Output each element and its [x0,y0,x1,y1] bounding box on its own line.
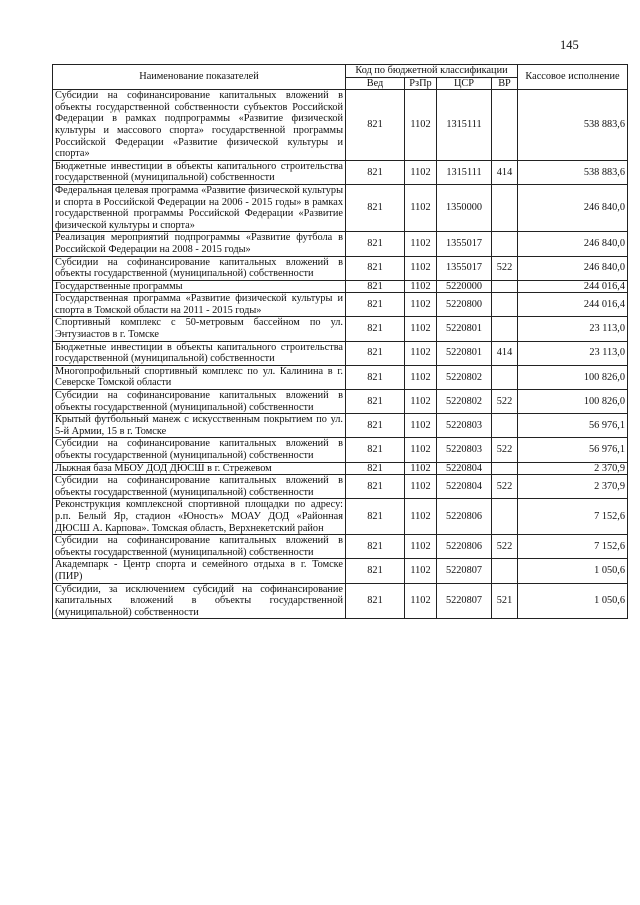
row-rzpr: 1102 [405,256,437,280]
row-csr: 5220806 [437,535,492,559]
row-csr: 5220803 [437,414,492,438]
row-ved: 821 [346,499,405,535]
row-csr: 1350000 [437,184,492,231]
row-name: Реконструкция комплексной спортивной площадки по адресу: р.п. Белый Яр, стадион «Юность» МОАУ ДОД «Районная ДЮСШ А. Карпова». Томская область, Верхнекетский район [53,499,346,535]
row-csr: 5220802 [437,365,492,389]
row-name: Субсидии на софинансирование капитальных вложений в объекты государственной (муниципальной) собственности [53,390,346,414]
row-amount: 56 976,1 [518,414,628,438]
header-amount: Кассовое исполнение [518,65,628,90]
row-vr [492,232,518,256]
row-csr: 5220806 [437,499,492,535]
header-csr: ЦСР [437,77,492,90]
row-amount: 244 016,4 [518,293,628,317]
row-rzpr: 1102 [405,293,437,317]
table-row [53,462,628,475]
row-vr: 522 [492,535,518,559]
row-csr: 5220807 [437,583,492,619]
row-ved: 821 [346,90,405,161]
row-rzpr: 1102 [405,160,437,184]
row-ved: 821 [346,462,405,475]
row-vr: 414 [492,341,518,365]
row-vr: 522 [492,390,518,414]
row-name: Субсидии на софинансирование капитальных вложений в объекты государственной (муниципальной) собственности [53,535,346,559]
row-rzpr: 1102 [405,438,437,462]
row-csr: 5220800 [437,293,492,317]
row-csr: 5220000 [437,280,492,293]
row-amount: 244 016,4 [518,280,628,293]
table-row [53,365,628,389]
row-ved: 821 [346,414,405,438]
row-name: Лыжная база МБОУ ДОД ДЮСШ в г. Стрежевом [53,462,346,475]
row-ved: 821 [346,559,405,583]
row-ved: 821 [346,293,405,317]
table-row [53,317,628,341]
row-csr: 1355017 [437,256,492,280]
table-row [53,535,628,559]
table-row [53,559,628,583]
row-ved: 821 [346,160,405,184]
row-rzpr: 1102 [405,499,437,535]
row-name: Субсидии, за исключением субсидий на софинансирование капитальных вложений в объекты государственной (муниципальной) собственности [53,583,346,619]
table-row [53,160,628,184]
row-csr: 5220803 [437,438,492,462]
row-name: Многопрофильный спортивный комплекс по ул. Калинина в г. Северске Томской области [53,365,346,389]
row-csr: 5220804 [437,462,492,475]
row-rzpr: 1102 [405,414,437,438]
row-vr [492,462,518,475]
row-ved: 821 [346,317,405,341]
row-name: Государственные программы [53,280,346,293]
row-rzpr: 1102 [405,317,437,341]
row-amount: 23 113,0 [518,317,628,341]
table-row [53,341,628,365]
row-name: Субсидии на софинансирование капитальных вложений в объекты государственной собственности субъектов Российской Федерации в рамках подпрограммы «Развитие физической культуры и массового спорта» государственной программы Российской Федерации «Развитие физической культуры и спорта» [53,90,346,161]
budget-table [52,64,628,619]
row-vr [492,317,518,341]
table-body [53,90,628,619]
row-amount: 538 883,6 [518,90,628,161]
row-vr [492,184,518,231]
table-row [53,414,628,438]
row-rzpr: 1102 [405,535,437,559]
row-ved: 821 [346,341,405,365]
row-amount: 56 976,1 [518,438,628,462]
row-ved: 821 [346,535,405,559]
row-rzpr: 1102 [405,583,437,619]
row-rzpr: 1102 [405,184,437,231]
row-ved: 821 [346,365,405,389]
row-amount: 1 050,6 [518,583,628,619]
row-vr [492,414,518,438]
row-vr [492,365,518,389]
header-rzpr: РзПр [405,77,437,90]
row-amount: 7 152,6 [518,535,628,559]
page-number: 145 [560,38,579,52]
row-vr [492,499,518,535]
row-name: Академпарк - Центр спорта и семейного отдыха в г. Томске (ПИР) [53,559,346,583]
row-vr [492,559,518,583]
row-csr: 5220807 [437,559,492,583]
row-amount: 538 883,6 [518,160,628,184]
row-name: Бюджетные инвестиции в объекты капитального строительства государственной (муниципальной) собственности [53,160,346,184]
row-name: Государственная программа «Развитие физической культуры и спорта в Томской области на 2011 - 2015 годы» [53,293,346,317]
row-csr: 5220802 [437,390,492,414]
row-amount: 246 840,0 [518,256,628,280]
row-amount: 100 826,0 [518,390,628,414]
row-name: Бюджетные инвестиции в объекты капитального строительства государственной (муниципальной) собственности [53,341,346,365]
row-amount: 100 826,0 [518,365,628,389]
row-csr: 1355017 [437,232,492,256]
row-ved: 821 [346,583,405,619]
table-row [53,438,628,462]
row-vr: 414 [492,160,518,184]
row-ved: 821 [346,475,405,499]
table-row [53,184,628,231]
row-name: Крытый футбольный манеж с искусственным покрытием по ул. 5-й Армии, 15 в г. Томске [53,414,346,438]
row-amount: 23 113,0 [518,341,628,365]
row-amount: 2 370,9 [518,462,628,475]
row-csr: 1315111 [437,160,492,184]
row-name: Федеральная целевая программа «Развитие физической культуры и спорта в Российской Федерации на 2006 - 2015 годы» в рамках государственной программы Российской Федерации «Развитие физической культуры и спорта» [53,184,346,231]
row-amount: 1 050,6 [518,559,628,583]
row-rzpr: 1102 [405,462,437,475]
table-row [53,293,628,317]
row-amount: 246 840,0 [518,184,628,231]
header-name: Наименование показателей [53,65,346,90]
row-ved: 821 [346,256,405,280]
table-row [53,499,628,535]
table-row [53,390,628,414]
header-vr: ВР [492,77,518,90]
row-rzpr: 1102 [405,341,437,365]
row-amount: 2 370,9 [518,475,628,499]
row-vr: 522 [492,475,518,499]
row-name: Спортивный комплекс с 50-метровым бассейном по ул. Энтузиастов в г. Томске [53,317,346,341]
row-rzpr: 1102 [405,559,437,583]
table-row [53,90,628,161]
row-name: Субсидии на софинансирование капитальных вложений в объекты государственной (муниципальной) собственности [53,475,346,499]
header-ved: Вед [346,77,405,90]
row-amount: 246 840,0 [518,232,628,256]
row-vr [492,293,518,317]
row-vr: 522 [492,438,518,462]
table-row [53,280,628,293]
row-name: Субсидии на софинансирование капитальных вложений в объекты государственной (муниципальной) собственности [53,438,346,462]
row-name: Субсидии на софинансирование капитальных вложений в объекты государственной (муниципальной) собственности [53,256,346,280]
row-rzpr: 1102 [405,280,437,293]
row-csr: 5220801 [437,341,492,365]
row-vr: 521 [492,583,518,619]
row-csr: 1315111 [437,90,492,161]
row-name: Реализация мероприятий подпрограммы «Развитие футбола в Российской Федерации на 2008 - 2015 годы» [53,232,346,256]
row-vr [492,90,518,161]
row-rzpr: 1102 [405,390,437,414]
row-rzpr: 1102 [405,232,437,256]
row-rzpr: 1102 [405,475,437,499]
table-row [53,256,628,280]
row-amount: 7 152,6 [518,499,628,535]
row-ved: 821 [346,390,405,414]
header-classification: Код по бюджетной классификации [346,65,518,78]
table-row [53,583,628,619]
row-vr [492,280,518,293]
row-csr: 5220801 [437,317,492,341]
table-header [53,65,628,90]
row-ved: 821 [346,184,405,231]
table-row [53,475,628,499]
row-ved: 821 [346,280,405,293]
row-ved: 821 [346,438,405,462]
row-ved: 821 [346,232,405,256]
table-row [53,232,628,256]
row-rzpr: 1102 [405,365,437,389]
row-rzpr: 1102 [405,90,437,161]
row-vr: 522 [492,256,518,280]
row-csr: 5220804 [437,475,492,499]
